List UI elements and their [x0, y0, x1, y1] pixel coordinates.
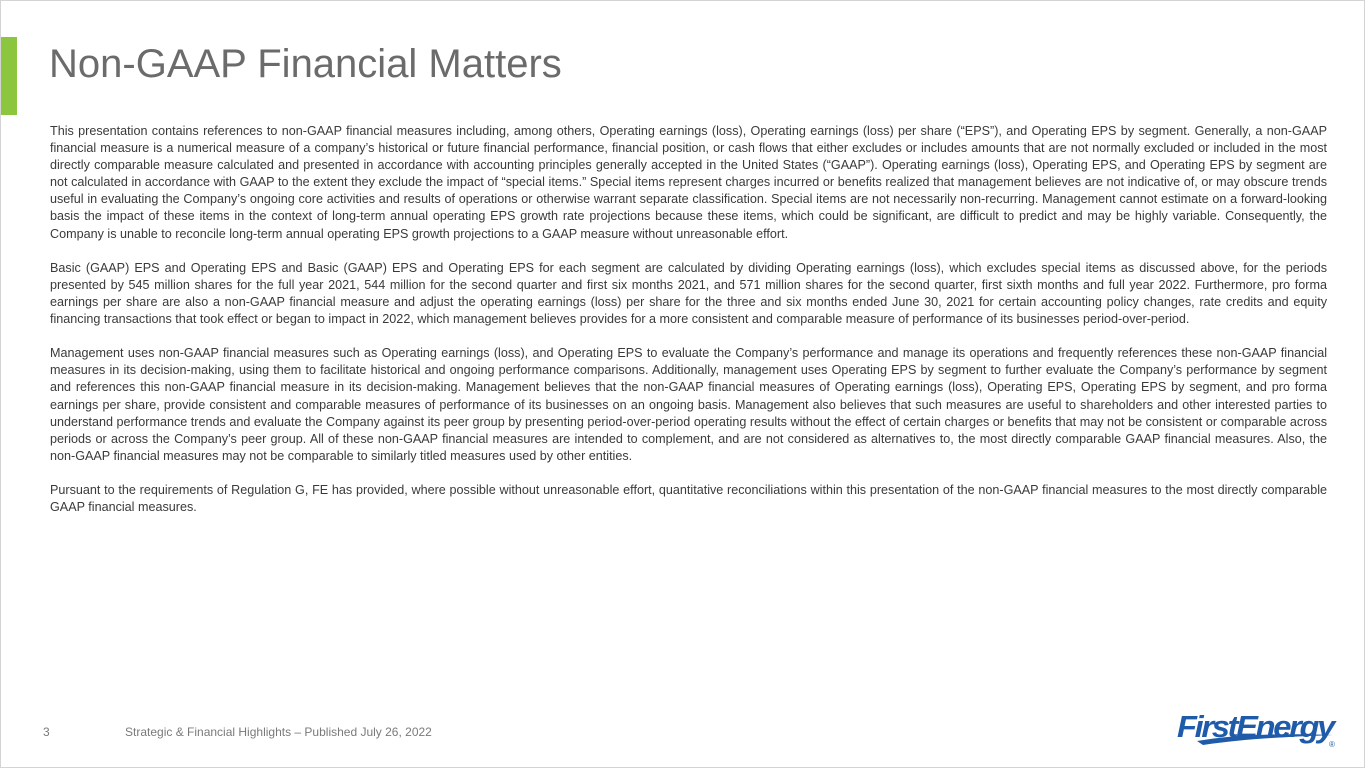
body-paragraph: This presentation contains references to non-GAAP financial measures including, among others, Operating earnings (loss), Operating earnings (loss) per share (“EPS”), and Operating EPS by segment. Generally, a non-GAAP financial measure is a numerical measure of a company’s historical or future financial performance, financial position, or cash flows that either excludes or includes amounts that are not normally excluded or included in the most directly comparable measure calculated and presented in accordance with accounting principles generally accepted in the United States (“GAAP”). Operating earnings (loss), Operating EPS, and Operating EPS by segment are not calculated in accordance with GAAP to the extent they exclude the impact of “special items.” Special items represent charges incurred or benefits realized that management believes are not indicative of, or may obscure trends useful in evaluating the Company’s ongoing core activities and results of operations or otherwise warrant separate classification. Special items are not necessarily non-recurring. Management cannot estimate on a forward-looking basis the impact of these items in the context of long-term annual operating EPS growth rate projections because these items, which could be significant, are difficult to predict and may be highly variable. Consequently, the Company is unable to reconcile long-term annual operating EPS growth projections to a GAAP measure without unreasonable effort.	[50, 124, 1327, 241]
page-number: 3	[43, 725, 50, 739]
firstenergy-logo	[1173, 701, 1345, 757]
slide-title: Non-GAAP Financial Matters	[49, 42, 562, 86]
title-accent-bar	[1, 37, 17, 115]
registered-mark: ®	[1329, 740, 1335, 749]
body-paragraph: Management uses non-GAAP financial measures such as Operating earnings (loss), and Operating EPS to evaluate the Company’s performance and manage its operations and frequently references these non-GAAP financial measures in its decision-making, using them to facilitate historical and ongoing performance comparisons. Additionally, management uses Operating EPS by segment to further evaluate the Company’s performance by segment and references this non-GAAP financial measure in its decision-making. Management believes that the non-GAAP financial measures of Operating earnings (loss), Operating EPS, Operating EPS by segment, and pro forma earnings per share, provide consistent and comparable measures of performance of its businesses on an ongoing basis. Management also believes that such measures are useful to shareholders and other interested parties to understand performance trends and evaluate the Company against its peer group by presenting period-over-period operating results without the effect of certain charges or benefits that may not be consistent or comparable across periods or across the Company’s peer group. All of these non-GAAP financial measures are intended to complement, and are not considered as alternatives to, the most directly comparable GAAP financial measures. Also, the non-GAAP financial measures may not be comparable to similarly titled measures used by other entities.	[50, 346, 1327, 463]
body-paragraph: Pursuant to the requirements of Regulation G, FE has provided, where possible without unreasonable effort, quantitative reconciliations within this presentation of the non-GAAP financial measures to the most directly comparable GAAP financial measures.	[50, 482, 1327, 515]
logo-wordmark: FirstEnergy	[1177, 709, 1338, 744]
body-paragraph: Basic (GAAP) EPS and Operating EPS and Basic (GAAP) EPS and Operating EPS for each segment are calculated by dividing Operating earnings (loss), which excludes special items as discussed above, for the periods presented by 545 million shares for the full year 2021, 544 million for the second quarter and first six months 2021, and 571 million shares for the second quarter, first sixth months and full year 2022. Furthermore, pro forma earnings per share are also a non-GAAP financial measure and adjust the operating earnings (loss) per share for the three and six months ended June 30, 2021 for certain accounting policy changes, rate credits and equity financing transactions that took effect or began to impact in 2022, which management believes provides for a more consistent and comparable measure of performance of its businesses period-over-period.	[50, 260, 1327, 327]
slide-body	[50, 123, 1327, 533]
footer-caption: Strategic & Financial Highlights – Published July 26, 2022	[125, 725, 432, 739]
